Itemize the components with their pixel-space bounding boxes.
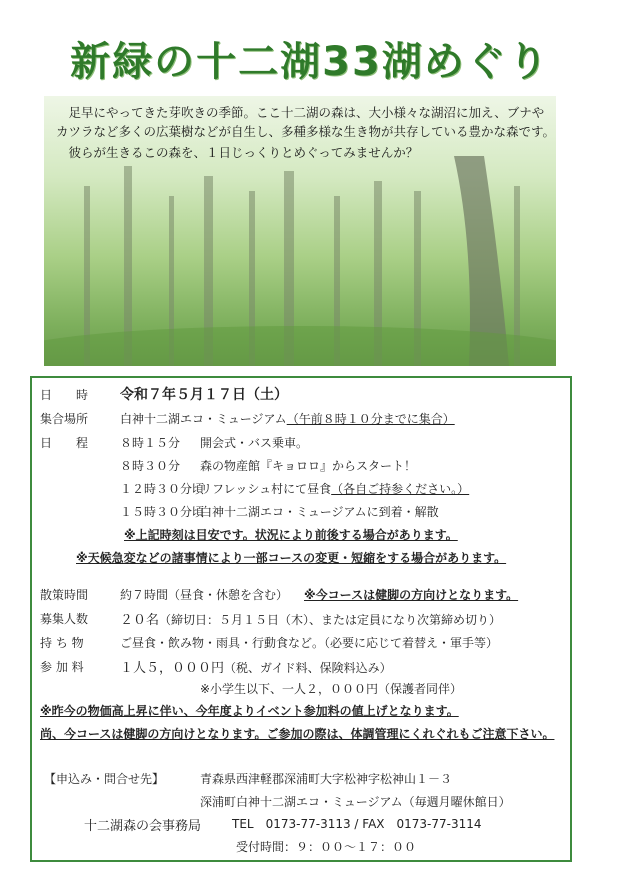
schedule-time: １５時３０分頃	[120, 505, 205, 519]
schedule-text: 白神十二湖エコ・ミュージアムに到着・解散	[200, 505, 439, 519]
fee-child: ※小学生以下、一人２，０００円（保護者同伴）	[200, 682, 463, 696]
notice-1: ※昨今の物価高上昇に伴い、今年度よりイベント参加料の値上げとなります。	[40, 704, 459, 718]
meeting-note: （午前８時１０分までに集合）	[286, 412, 455, 426]
fee-note: （税、ガイド料、保険料込み）	[224, 661, 392, 675]
intro-paragraph: 彼らが生きるこの森を、１日じっくりとめぐってみませんか？	[68, 145, 419, 160]
recruit-note: （締切日：５月１５日（木）、または定員になり次第締め切り）	[159, 613, 502, 627]
contact-org: 十二湖森の会事務局	[84, 819, 202, 834]
contact-facility: 深浦町白神十二湖エコ・ミュージアム（毎週月曜休館日）	[200, 795, 511, 809]
date-value: 令和７年５月１７日（土）	[120, 387, 288, 403]
schedule-text: 森の物産館『キョロロ』からスタート！	[200, 459, 417, 473]
page-title: 新緑の十二湖33湖めぐり	[70, 39, 550, 85]
fee-label: 参 加 料	[40, 660, 84, 674]
notice-2: 尚、今コースは健脚の方向けとなります。ご参加の際は、体調管理にくれぐれもご注意下さい。	[40, 727, 555, 741]
schedule-note-1: ※上記時刻は目安です。状況により前後する場合があります。	[124, 528, 458, 542]
meeting-row	[120, 410, 455, 427]
date-label: 日 時	[40, 388, 89, 402]
recruit-label: 募集人数	[40, 612, 89, 626]
fee-value: １人５，０００円	[120, 661, 225, 676]
schedule-row	[200, 480, 469, 497]
schedule-time: ８時１５分	[120, 436, 181, 450]
contact-tel: TEL 0173-77-3113 / FAX 0173-77-3114	[232, 817, 482, 831]
schedule-label: 日 程	[40, 436, 89, 450]
schedule-note: （各自ご持参ください。）	[331, 482, 470, 496]
recruit-value: ２０名	[120, 613, 160, 628]
contact-hours: 受付時間：９：００～１７：００	[236, 840, 417, 854]
schedule-text: リフレッシュ村にて昼食	[200, 482, 332, 496]
schedule-time: １２時３０分頃	[120, 482, 205, 496]
intro-paragraph: 足早にやってきた芽吹きの季節。ここ十二湖の森は、大小様々な湖沼に加え、ブナやカツラなど多くの広葉樹などが自生し、多種多様な生き物が共存している豊かな森です。	[56, 105, 556, 139]
items-value: ご昼食・飲み物・雨具・行動食など。（必要に応じて着替え・軍手等）	[120, 636, 499, 650]
walk-note: ※今コースは健脚の方向けとなります。	[304, 588, 519, 602]
walk-value: 約７時間（昼食・休憩を含む）	[120, 588, 289, 602]
schedule-time: ８時３０分	[120, 459, 181, 473]
fee-row	[120, 657, 392, 676]
contact-address: 青森県西津軽郡深浦町大字松神字松神山１－３	[200, 772, 453, 786]
schedule-note-2: ※天候急変などの諸事情により一部コースの変更・短縮をする場合があります。	[76, 551, 507, 565]
recruit-row	[120, 609, 501, 628]
items-label: 持 ち 物	[40, 636, 84, 650]
schedule-text: 開会式・バス乗車。	[200, 436, 309, 450]
meeting-value: 白神十二湖エコ・ミュージアム	[120, 412, 287, 426]
contact-label: 【申込み・問合せ先】	[44, 772, 165, 786]
walk-label: 散策時間	[40, 588, 89, 602]
intro-text	[56, 103, 556, 162]
meeting-label: 集合場所	[40, 412, 89, 426]
